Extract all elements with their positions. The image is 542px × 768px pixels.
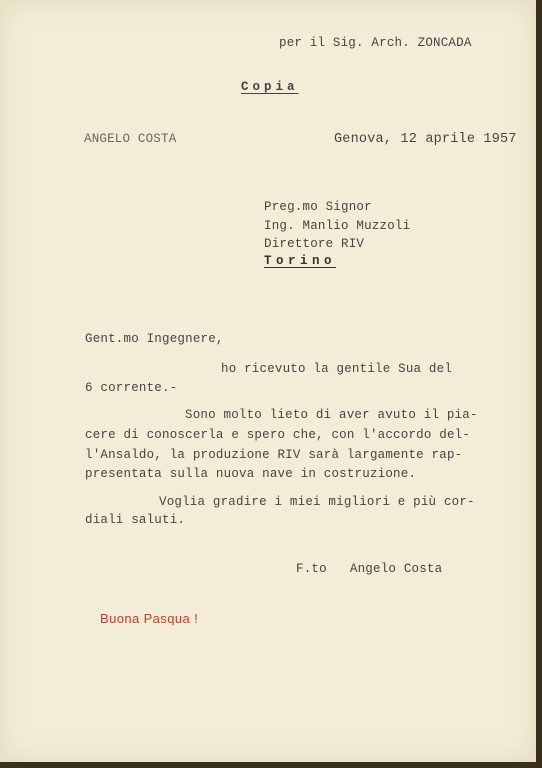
body-line: ho ricevuto la gentile Sua del xyxy=(221,362,453,376)
header-note: per il Sig. Arch. ZONCADA xyxy=(279,36,472,50)
body-line: Voglia gradire i miei migliori e più cor- xyxy=(159,495,475,509)
body-line: diali saluti. xyxy=(85,513,186,527)
body-line: 6 corrente.- xyxy=(85,381,178,395)
body-line: cere di conoscerla e spero che, con l'accordo del- xyxy=(85,428,471,442)
recipient-city: Torino xyxy=(264,254,337,268)
recipient-line1: Preg.mo Signor xyxy=(264,200,372,214)
recipient-line2: Ing. Manlio Muzzoli xyxy=(264,219,411,233)
salutation: Gent.mo Ingegnere, xyxy=(85,332,224,346)
place-date: Genova, 12 aprile 1957 xyxy=(334,132,517,147)
signature: F.to Angelo Costa xyxy=(296,562,443,576)
body-line: Sono molto lieto di aver avuto il pia- xyxy=(185,408,478,422)
sender-name: ANGELO COSTA xyxy=(84,132,177,146)
body-line: l'Ansaldo, la produzione RIV sarà largamente rap- xyxy=(85,448,463,462)
copy-label: Copia xyxy=(241,80,299,94)
recipient-line3: Direttore RIV xyxy=(264,237,365,251)
postscript: Buona Pasqua ! xyxy=(100,611,199,626)
body-line: presentata sulla nuova nave in costruzione. xyxy=(85,467,417,481)
